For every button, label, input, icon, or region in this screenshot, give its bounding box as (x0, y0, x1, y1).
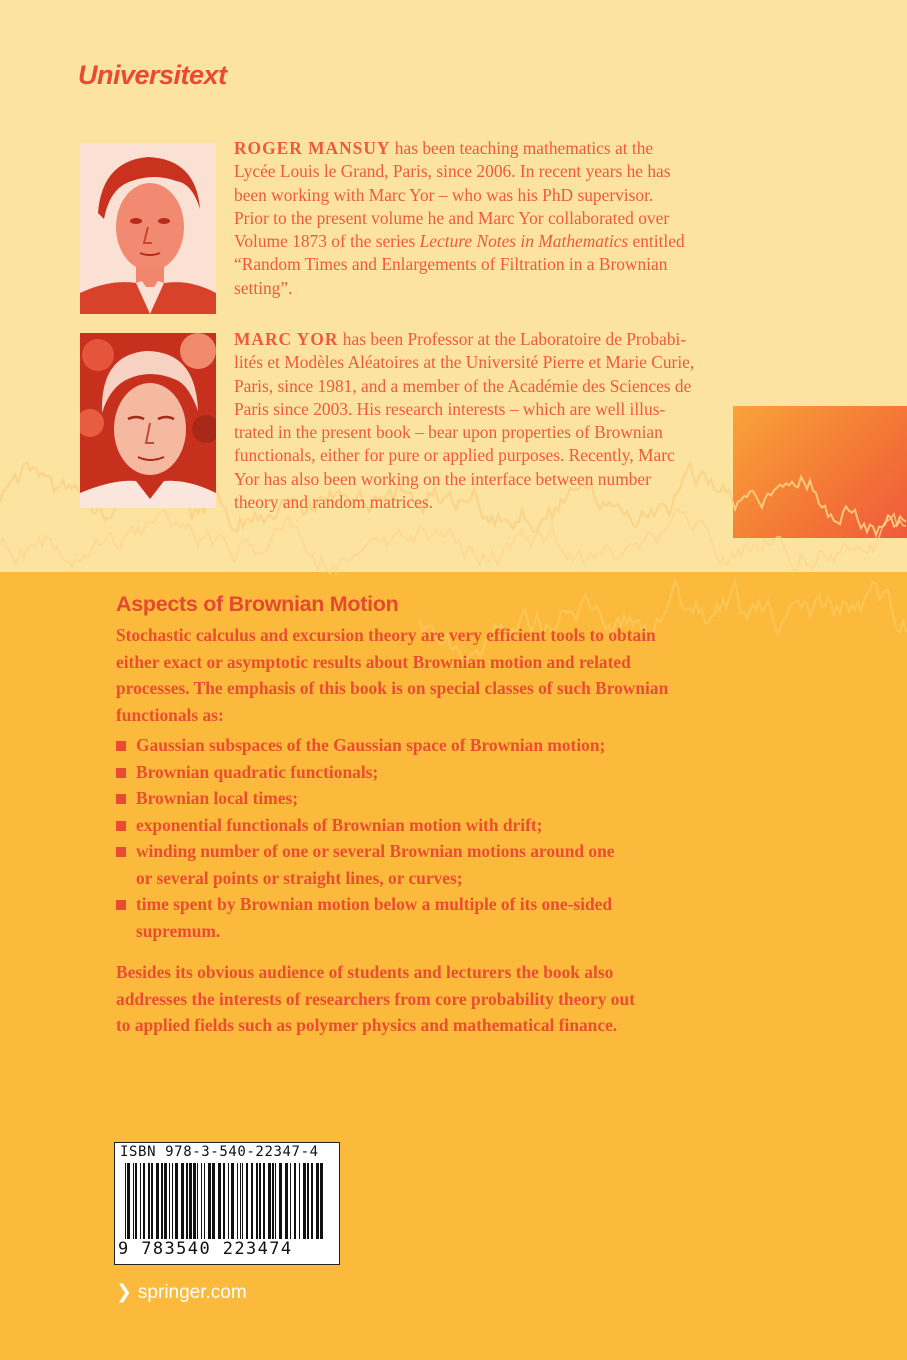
barcode-bar (231, 1163, 234, 1239)
barcode-bar (303, 1163, 306, 1239)
book-title: Aspects of Brownian Motion (116, 592, 399, 616)
barcode-bar (164, 1163, 167, 1239)
barcode-bar (181, 1163, 184, 1239)
barcode-bar (299, 1163, 300, 1239)
barcode-bar (201, 1163, 202, 1239)
barcode-bar (294, 1163, 296, 1239)
square-bullet-icon (116, 847, 126, 857)
barcode-bar (208, 1163, 211, 1239)
author-photo-mansuy (80, 143, 216, 314)
square-bullet-icon (116, 794, 126, 804)
barcode-bar (218, 1163, 221, 1239)
list-item: winding number of one or several Brownian motions around one or several points or straight lines, or curves; (116, 838, 756, 891)
barcode-bar (148, 1163, 150, 1239)
barcode-bar (143, 1163, 145, 1239)
author-photo-yor (80, 333, 216, 508)
barcode-bar (268, 1163, 271, 1239)
barcode-bar (263, 1163, 265, 1239)
portrait-image (80, 143, 216, 314)
ean-digits: 9 783540 223474 (118, 1239, 293, 1259)
barcode-bar (197, 1163, 198, 1239)
barcode-bar (133, 1163, 134, 1239)
barcode-bar (169, 1163, 170, 1239)
book-description: Stochastic calculus and excursion theory are very efficient tools to obtain either exact or asymptotic results about Brownian motion and related processes. The emphasis of this book is on special classes of such Brownian functionals as: (116, 625, 669, 725)
barcode-bars (125, 1163, 329, 1239)
barcode-bar (290, 1163, 291, 1239)
list-item: Brownian local times; (116, 785, 756, 812)
isbn-label: ISBN 978-3-540-22347-4 (120, 1144, 319, 1160)
author-bio-mansuy: ROGER MANSUY has been teaching mathematics at the Lycée Louis le Grand, Paris, since 2006. In recent years he has been working with Marc Yor – who was his PhD supervisor. Prior to the present volume he and Marc Yor collaborated over Volume 1873 of the series Lecture Notes in Mathematics entitled “Random Times and Enlargements of Filtration in a Brownian setting”. (234, 138, 685, 298)
barcode-bar (316, 1163, 319, 1239)
publisher-link[interactable] (116, 1281, 247, 1304)
square-bullet-icon (116, 821, 126, 831)
barcode-bar (272, 1163, 274, 1239)
barcode-bar (175, 1163, 178, 1239)
barcode-bar (212, 1163, 215, 1239)
barcode-bar (320, 1163, 323, 1239)
barcode-bar (186, 1163, 188, 1239)
barcode-bar (161, 1163, 163, 1239)
barcode-bar (172, 1163, 173, 1239)
chevron-right-icon: ❯ (116, 1282, 132, 1303)
barcode-bar (242, 1163, 243, 1239)
barcode-bar (189, 1163, 192, 1239)
accent-gradient-block (733, 406, 907, 538)
topic-list (116, 732, 756, 944)
square-bullet-icon (116, 741, 126, 751)
barcode-bar (246, 1163, 248, 1239)
barcode-bar (127, 1163, 130, 1239)
square-bullet-icon (116, 768, 126, 778)
series-title: Universitext (78, 60, 227, 90)
publisher-url: springer.com (137, 1282, 247, 1303)
square-bullet-icon (116, 900, 126, 910)
barcode-bar (151, 1163, 153, 1239)
portrait-image (80, 333, 216, 508)
barcode-bar (285, 1163, 288, 1239)
series-citation: Lecture Notes in Mathematics (419, 231, 629, 252)
barcode-bar (135, 1163, 137, 1239)
barcode-bar (251, 1163, 253, 1239)
list-item: exponential functionals of Brownian motion with drift; (116, 812, 756, 839)
barcode-bar (156, 1163, 159, 1239)
barcode-bar (279, 1163, 282, 1239)
audience-paragraph: Besides its obvious audience of students and lecturers the book also addresses the interests of researchers from core probability theory out to applied fields such as polymer physics and mathematical finance. (116, 962, 635, 1035)
barcode-bar (125, 1163, 126, 1239)
barcode-bar (228, 1163, 229, 1239)
list-item: Brownian quadratic functionals; (116, 759, 756, 786)
barcode-bar (193, 1163, 196, 1239)
barcode-bar (256, 1163, 258, 1239)
barcode-bar (140, 1163, 141, 1239)
isbn-barcode (114, 1142, 340, 1265)
barcode-bar (240, 1163, 241, 1239)
barcode-bar (237, 1163, 238, 1239)
barcode-bar (259, 1163, 261, 1239)
barcode-bar (307, 1163, 309, 1239)
barcode-bar (275, 1163, 276, 1239)
list-item: time spent by Brownian motion below a multiple of its one-sided supremum. (116, 891, 756, 944)
author-name: MARC YOR (234, 329, 339, 349)
author-bio-yor: MARC YOR has been Professor at the Laboratoire de Probabi- lités et Modèles Aléatoires at the Université Pierre et Marie Curie, Paris, since 1981, and a member of the Académie des Sciences de Paris since 2003. His research interests – which are well illus- trated in the present book – bear upon properties of Brownian functionals, either for pure or applied purposes. Recently, Marc Yor has also been working on the interface between number theory and random matrices. (234, 329, 695, 513)
author-name: ROGER MANSUY (234, 138, 391, 158)
barcode-bar (204, 1163, 205, 1239)
barcode-bar (223, 1163, 225, 1239)
barcode-bar (311, 1163, 313, 1239)
list-item: Gaussian subspaces of the Gaussian space of Brownian motion; (116, 732, 756, 759)
